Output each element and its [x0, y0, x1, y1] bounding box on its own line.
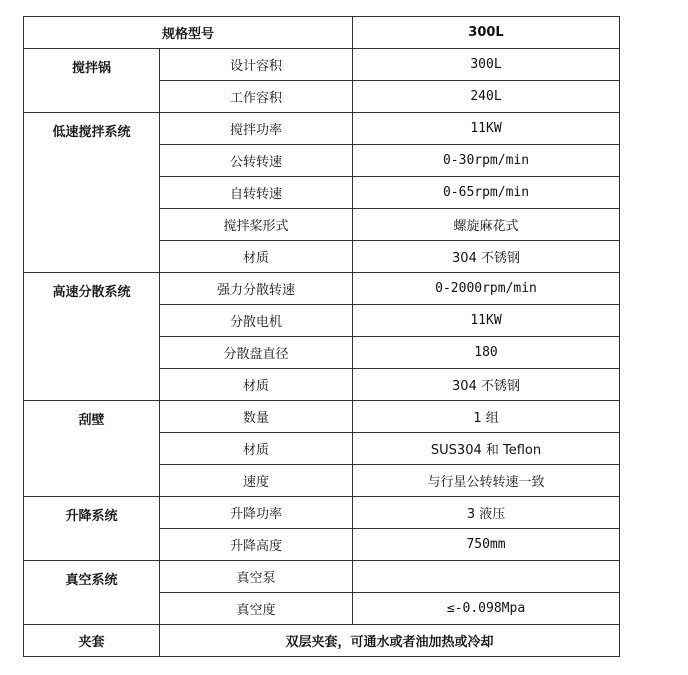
category-cell: 真空系统 [24, 561, 160, 625]
value-cell: 与行星公转转速一致 [353, 465, 620, 497]
value-cell: SUS304 和 Teflon [353, 433, 620, 465]
value-cell [353, 561, 620, 593]
value-cell: 750mm [353, 529, 620, 561]
param-cell: 工作容积 [160, 81, 353, 113]
value-cell: 1 组 [353, 401, 620, 433]
table-row [24, 561, 620, 593]
value-cell: 0-2000rpm/min [353, 273, 620, 305]
param-cell: 材质 [160, 241, 353, 273]
value-cell: 240L [353, 81, 620, 113]
value-cell: ≤-0.098Mpa [353, 593, 620, 625]
param-cell: 分散电机 [160, 305, 353, 337]
header-label: 规格型号 [24, 17, 353, 49]
header-row [24, 17, 620, 49]
header-model: 300L [353, 17, 620, 49]
param-cell: 材质 [160, 369, 353, 401]
param-cell: 升降高度 [160, 529, 353, 561]
param-cell: 材质 [160, 433, 353, 465]
param-cell: 升降功率 [160, 497, 353, 529]
value-cell: 0-65rpm/min [353, 177, 620, 209]
category-cell: 夹套 [24, 625, 160, 657]
table-row [24, 273, 620, 305]
value-cell: 11KW [353, 113, 620, 145]
category-cell: 高速分散系统 [24, 273, 160, 401]
jacket-value: 双层夹套，可通水或者油加热或冷却 [160, 625, 620, 657]
value-cell: 300L [353, 49, 620, 81]
param-cell: 搅拌桨形式 [160, 209, 353, 241]
value-cell: 0-30rpm/min [353, 145, 620, 177]
table-row [24, 113, 620, 145]
param-cell: 强力分散转速 [160, 273, 353, 305]
param-cell: 分散盘直径 [160, 337, 353, 369]
category-cell: 搅拌锅 [24, 49, 160, 113]
category-cell: 低速搅拌系统 [24, 113, 160, 273]
category-cell: 升降系统 [24, 497, 160, 561]
value-cell: 3 液压 [353, 497, 620, 529]
value-cell: 180 [353, 337, 620, 369]
jacket-row [24, 625, 620, 657]
value-cell: 304 不锈钢 [353, 369, 620, 401]
value-cell: 304 不锈钢 [353, 241, 620, 273]
param-cell: 自转转速 [160, 177, 353, 209]
table-row [24, 401, 620, 433]
category-cell: 刮壁 [24, 401, 160, 497]
param-cell: 速度 [160, 465, 353, 497]
table-row [24, 497, 620, 529]
spec-table [23, 16, 620, 657]
table-row [24, 49, 620, 81]
param-cell: 数量 [160, 401, 353, 433]
param-cell: 搅拌功率 [160, 113, 353, 145]
param-cell: 真空泵 [160, 561, 353, 593]
value-cell: 螺旋麻花式 [353, 209, 620, 241]
param-cell: 真空度 [160, 593, 353, 625]
value-cell: 11KW [353, 305, 620, 337]
param-cell: 公转转速 [160, 145, 353, 177]
param-cell: 设计容积 [160, 49, 353, 81]
